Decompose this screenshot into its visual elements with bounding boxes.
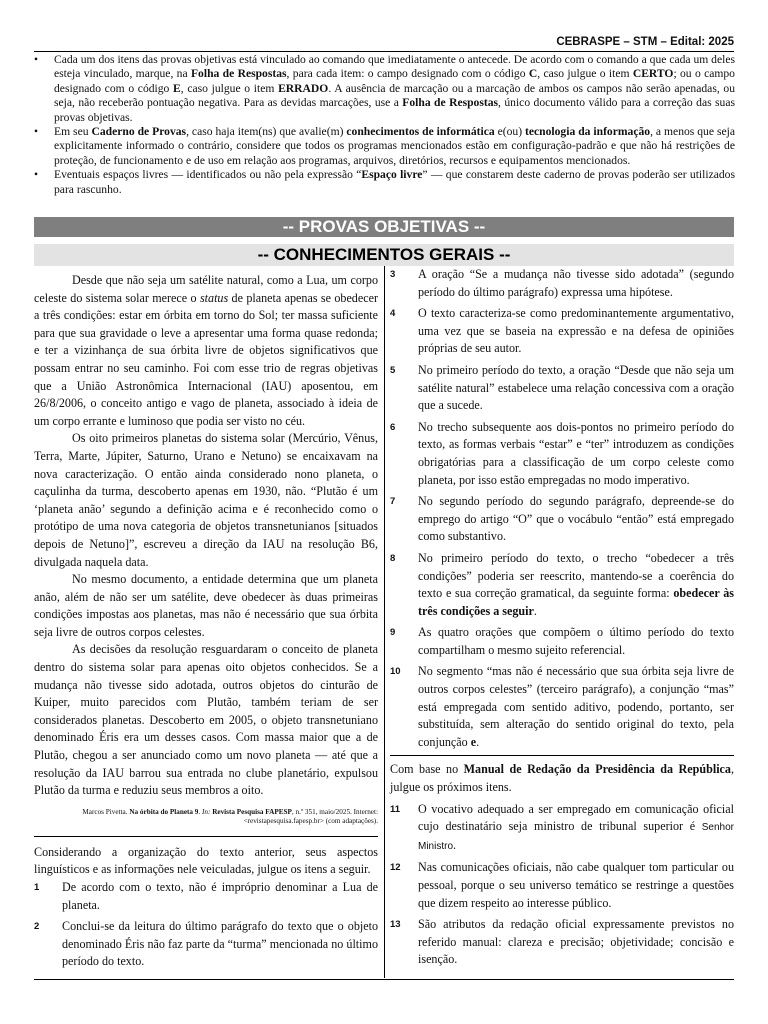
item-number: 7	[390, 496, 396, 508]
text-run: tecnologia da informação	[525, 125, 651, 139]
items-intro: Considerando a organização do texto anterior, seus aspectos linguísticos e as informações nele veiculadas, julgue os itens a seguir.	[34, 844, 378, 877]
instruction-item	[30, 168, 735, 197]
text-run: , caso haja item(ns) que avalie(m)	[186, 125, 347, 139]
question-item-4	[390, 305, 734, 358]
text-run: Conclui-se da leitura do último parágrafo do texto que o objeto denominado Éris não faz parte da “turma” mencionada no último período do texto.	[62, 919, 378, 969]
item-text	[418, 917, 734, 966]
question-item-3	[390, 266, 734, 301]
question-item-8	[390, 550, 734, 620]
column-divider	[384, 266, 385, 978]
text-run: e	[470, 734, 477, 749]
text-run: ERRADO	[278, 81, 329, 95]
text-run: A oração “Se a mudança não tivesse sido adotada” (segundo período do último parágrafo) expressa uma hipótese.	[418, 267, 734, 299]
item-number: 6	[390, 421, 396, 433]
text-run: . A ausência de marcação ou a marcação de ambos os campos não serão apenadas, ou seja, não receberão pontuação negativa. Para as devidas marcações, use a	[54, 81, 735, 110]
item-number: 11	[390, 803, 401, 815]
item-number: 8	[390, 552, 396, 564]
text-run: Em seu	[54, 125, 92, 139]
source-rule	[34, 836, 378, 837]
text-run: In:	[202, 807, 211, 816]
left-column	[34, 272, 378, 971]
text-run: , para cada item: o campo designado com o código	[286, 67, 529, 81]
text-run: Na órbita do Planeta 9	[129, 807, 199, 816]
text-run: .	[533, 603, 537, 618]
text-run: .	[476, 734, 480, 749]
question-item-13	[390, 916, 734, 969]
text-run: O texto caracteriza-se como predominantemente argumentativo, uma vez que se baseia na expressão e na defesa de opiniões próprias de seu autor.	[418, 306, 734, 356]
text-run: , caso julgue o item	[537, 67, 633, 81]
text-run: , julgue os próximos itens.	[390, 762, 734, 795]
text-run: As decisões da resolução resguardaram o conceito de planeta dentro do sistema solar para apenas oito objetos conhecidos. Se a mudança não tivesse sido adotada, outros objetos do cinturão de Kuiper, muito parecidos com Plutão, também teriam de ser considerados planetas. Descoberto em 2005, o objeto transnetuniano denominado Éris era um desses casos. Com massa maior que a de Plutão, chegou a ser anunciado como um novo planeta — até que a resolução da IAU barrou sua entrada no clube planetário, expulsou Plutão da turma e reduziu seus membros a oito.	[34, 642, 378, 798]
text-run: No primeiro período do texto, o trecho “obedecer a três condições” poderia ser reescrito, mantendo-se a coerência do texto e sua correção gramatical, da seguinte forma:	[418, 550, 734, 601]
text-run: Nas comunicações oficiais, não cabe qualquer tom particular ou pessoal, porque o seu universo temático se restringe a questões que dizem respeito ao interesse público.	[418, 860, 734, 910]
header-rule	[34, 51, 734, 52]
question-item-6	[390, 419, 734, 489]
provas-objetivas-banner: -- PROVAS OBJETIVAS --	[34, 217, 734, 237]
item-number: 12	[390, 862, 401, 874]
text-run: No trecho subsequente aos dois-pontos no primeiro período do texto, as formas verbais “estar” e “ter” introduzem as condições obrigatórias para a classificação de um corpo celeste como planeta, por isso estão empregadas no modo imperativo.	[418, 419, 734, 487]
section2-intro	[390, 761, 734, 796]
text-paragraph	[34, 641, 378, 799]
text-run: ; ou o campo designado com o código	[54, 67, 735, 95]
item-number: 5	[390, 364, 396, 376]
text-source	[34, 808, 378, 827]
text-run: obedecer às três condições a seguir	[418, 586, 734, 618]
text-run: , único documento válido para a correção das suas provas objetivas.	[54, 96, 735, 124]
item-number: 10	[390, 666, 401, 678]
text-run: CERTO	[632, 67, 674, 81]
text-run: .	[453, 837, 457, 852]
text-run: status	[199, 290, 229, 305]
text-run: Manual de Redação da Presidência da República	[463, 762, 731, 777]
text-run: , caso julgue o item	[180, 81, 279, 95]
text-run: e(ou)	[494, 125, 526, 139]
reading-text	[34, 272, 378, 800]
text-run: As quatro orações que compõem o último período do texto compartilham o mesmo sujeito referencial.	[418, 625, 734, 657]
text-run: Espaço livre	[361, 168, 423, 182]
item-number: 13	[390, 919, 401, 931]
item-number: 4	[390, 308, 396, 320]
item-number: 3	[390, 269, 396, 280]
text-run: conhecimentos de informática	[346, 125, 495, 139]
question-item-2	[34, 918, 378, 971]
text-run: O vocativo adequado a ser empregado em comunicação oficial cujo destinatário seja ministro de tribunal superior é	[418, 801, 734, 834]
item-text	[62, 919, 378, 968]
item-text	[62, 880, 378, 912]
item-text	[418, 420, 734, 487]
item-text	[418, 363, 734, 412]
section-rule	[390, 755, 734, 756]
question-item-10	[390, 663, 734, 751]
text-run: No segmento “mas não é necessário que sua órbita seja livre de outros corpos celestes” (terceiro parágrafo), a conjunção “mas” está empregada com sentido aditivo, podendo, portanto, ser substituída, sem alteração do sentido original do texto, pela conjunção	[418, 664, 734, 749]
item-text	[418, 625, 734, 657]
text-run: No segundo período do segundo parágrafo, depreende-se do emprego do artigo “O” que o vocábulo “então” está empregado como substantivo.	[418, 494, 734, 544]
conhecimentos-gerais-banner: -- CONHECIMENTOS GERAIS --	[34, 244, 734, 266]
question-item-11	[390, 801, 734, 856]
text-run: De acordo com o texto, não é impróprio denominar a Lua de planeta.	[62, 880, 378, 912]
text-run: Os oito primeiros planetas do sistema solar (Mercúrio, Vênus, Terra, Marte, Júpiter, Saturno, Urano e Netuno) se encaixavam na nova caracterização. O então ainda considerado nono planeta, o caçulinha da turma, descoberto apenas em 1930, não. “Plutão é um ‘planeta anão’ segundo a definição acima e é reconhecido como o protótipo de uma nova categoria de objetos transnetunianos [situados depois de Netuno]”, escreveu a direção da IAU na resolução B6, divulgada naquela data.	[34, 431, 378, 569]
item-text	[418, 664, 734, 748]
text-run: ” — que constarem deste caderno de provas poderão ser utilizados para rascunho.	[54, 168, 735, 196]
text-run: , n.º 351, maio/2025. Internet: <revistapesquisa.fapesp.br> (com adaptações).	[243, 807, 378, 826]
text-run: Eventuais espaços livres — identificados ou não pela expressão “	[54, 168, 362, 182]
instruction-item	[30, 53, 735, 125]
text-run: Revista Pesquisa FAPESP	[212, 807, 292, 816]
text-run: Folha de Respostas	[402, 96, 499, 110]
text-run: E	[173, 81, 181, 95]
question-item-9	[390, 624, 734, 659]
question-item-1	[34, 879, 378, 914]
page-header: CEBRASPE – STM – Edital: 2025	[556, 36, 734, 48]
text-run: No primeiro período do texto, a oração “Desde que não seja um satélite natural” estabelece uma relação concessiva com a oração que a sucede.	[418, 362, 734, 413]
question-item-5	[390, 362, 734, 415]
text-run: Folha de Respostas	[190, 67, 287, 81]
text-run: No mesmo documento, a entidade determina que um planeta anão, além de não ser um satélite, deve obedecer às duas primeiras condições impostas aos planetas, mas não é necessário que sua órbita seja livre de outros corpos celestes.	[34, 572, 378, 639]
question-item-12	[390, 859, 734, 912]
text-run: Com base no	[390, 762, 464, 777]
item-text	[418, 494, 734, 543]
item-text	[418, 306, 734, 355]
item-text	[418, 860, 734, 909]
item-text	[418, 267, 734, 299]
item-number: 2	[34, 921, 40, 933]
item-text	[418, 802, 734, 852]
item-number: 1	[34, 882, 40, 893]
text-run: .	[198, 807, 202, 816]
instructions-list	[30, 53, 735, 197]
text-run: São atributos da redação oficial expressamente previstos no referido manual: clareza e precisão; objetividade; concisão e isenção.	[418, 917, 734, 967]
text-run: , a menos que seja explicitamente informado o contrário, considere que todos os programas mencionados estão em configuração-padrão e que não há restrições de proteção, de funcionamento e de uso em relação aos programas, arquivos, diretórios, recursos e equipamentos mencionados.	[54, 125, 735, 167]
bottom-rule	[34, 979, 734, 980]
question-item-7	[390, 493, 734, 546]
text-run: Desde que não seja um satélite natural, como a Lua, um corpo celeste do sistema solar merece o	[34, 273, 378, 305]
text-paragraph	[34, 571, 378, 641]
text-run: Marcos Pivetta.	[82, 807, 130, 816]
text-paragraph	[34, 272, 378, 430]
text-run: Caderno de Provas	[91, 125, 187, 139]
text-run: C	[528, 67, 538, 81]
item-number: 9	[390, 627, 396, 639]
right-column	[390, 266, 734, 973]
item-text	[418, 551, 734, 618]
text-run: Senhor Ministro	[418, 822, 734, 852]
instruction-item	[30, 125, 735, 168]
text-run: Cada um dos itens das provas objetivas está vinculado ao comando que imediatamente o antecede. De acordo com o comando a que cada um deles esteja vinculado, marque, na	[54, 53, 735, 81]
text-paragraph	[34, 430, 378, 571]
text-run: de planeta apenas se obedecer a três condições: estar em órbita em torno do Sol; ter massa suficiente para que sua gravidade o leve a apresentar uma forma quase redonda; e ter a vizinhança de sua órbita livre de objetos significativos que possam entrar no seu caminho. Foi com esse trio de regras objetivas que a União Astronômica Internacional (IAU) aposentou, em 26/8/2006, o conceito antigo e vago de planeta, associado à ideia de um corpo errante e luminoso que podia ser visto no céu.	[34, 290, 378, 428]
